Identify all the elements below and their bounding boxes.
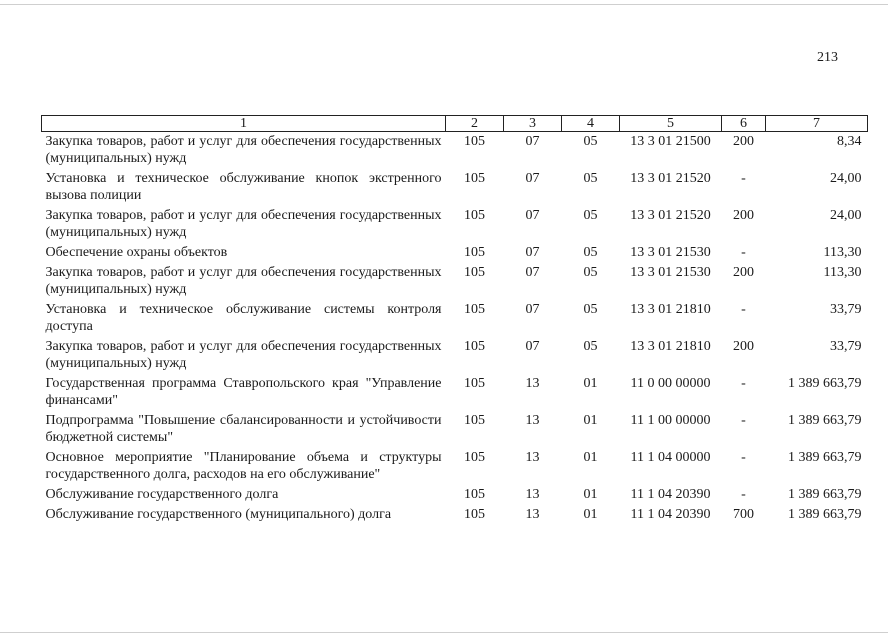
row-name: Обслуживание государственного долга bbox=[45, 487, 279, 502]
row-col-7: 113,30 bbox=[823, 245, 862, 260]
row-col-5: 13 3 01 21810 bbox=[630, 339, 711, 354]
scan-edge-bottom bbox=[0, 632, 888, 633]
row-col-6: - bbox=[741, 487, 746, 502]
row-col-3: 13 bbox=[525, 376, 540, 391]
row-col-2: 105 bbox=[464, 450, 485, 465]
row-col-4: 05 bbox=[583, 171, 598, 186]
row-col-2: 105 bbox=[464, 265, 485, 280]
row-col-6: - bbox=[741, 302, 746, 317]
row-name: Основное мероприятие "Планирование объема и структуры государственного долга, расходов на его обслуживание" bbox=[45, 450, 442, 482]
row-col-2: 105 bbox=[464, 302, 485, 317]
row-col-4: 01 bbox=[583, 376, 598, 391]
row-col-6: - bbox=[741, 376, 746, 391]
row-name: Закупка товаров, работ и услуг для обеспечения государственных (муниципальных) нужд bbox=[45, 265, 442, 297]
row-col-2: 105 bbox=[464, 208, 485, 223]
row-col-4: 05 bbox=[583, 302, 598, 317]
header-col-6: 6 bbox=[722, 116, 766, 132]
row-col-3: 07 bbox=[525, 245, 540, 260]
table-row bbox=[42, 411, 868, 448]
table-row bbox=[42, 485, 868, 505]
header-col-7: 7 bbox=[766, 116, 868, 132]
row-col-5: 11 1 04 00000 bbox=[630, 450, 711, 465]
row-col-3: 07 bbox=[525, 134, 540, 149]
row-col-7: 1 389 663,79 bbox=[788, 487, 862, 502]
row-col-7: 1 389 663,79 bbox=[788, 376, 862, 391]
row-col-4: 01 bbox=[583, 413, 598, 428]
row-col-5: 11 0 00 00000 bbox=[630, 376, 711, 391]
row-col-2: 105 bbox=[464, 339, 485, 354]
table-row bbox=[42, 337, 868, 374]
row-col-6: 200 bbox=[733, 134, 754, 149]
row-name: Установка и техническое обслуживание системы контроля доступа bbox=[45, 302, 442, 334]
row-name: Подпрограмма "Повышение сбалансированности и устойчивости бюджетной системы" bbox=[45, 413, 442, 445]
row-col-7: 24,00 bbox=[830, 208, 862, 223]
row-col-4: 05 bbox=[583, 208, 598, 223]
row-col-7: 33,79 bbox=[830, 339, 862, 354]
row-col-4: 05 bbox=[583, 265, 598, 280]
table-row bbox=[42, 448, 868, 485]
table-row bbox=[42, 374, 868, 411]
row-col-6: - bbox=[741, 413, 746, 428]
row-col-7: 113,30 bbox=[823, 265, 862, 280]
row-col-7: 1 389 663,79 bbox=[788, 507, 862, 522]
row-col-4: 01 bbox=[583, 450, 598, 465]
table-body bbox=[42, 132, 868, 526]
header-col-4: 4 bbox=[562, 116, 620, 132]
row-col-5: 13 3 01 21810 bbox=[630, 302, 711, 317]
row-col-5: 13 3 01 21530 bbox=[630, 265, 711, 280]
row-col-2: 105 bbox=[464, 376, 485, 391]
row-col-4: 05 bbox=[583, 339, 598, 354]
row-col-3: 07 bbox=[525, 171, 540, 186]
row-col-7: 1 389 663,79 bbox=[788, 450, 862, 465]
header-col-1: 1 bbox=[42, 116, 446, 132]
row-col-5: 11 1 00 00000 bbox=[630, 413, 711, 428]
budget-table bbox=[41, 115, 868, 525]
row-col-6: - bbox=[741, 171, 746, 186]
header-row bbox=[42, 116, 868, 132]
row-col-4: 01 bbox=[583, 507, 598, 522]
header-col-2: 2 bbox=[446, 116, 504, 132]
row-name: Закупка товаров, работ и услуг для обеспечения государственных (муниципальных) нужд bbox=[45, 208, 442, 240]
table-row bbox=[42, 169, 868, 206]
row-col-7: 1 389 663,79 bbox=[788, 413, 862, 428]
row-col-6: - bbox=[741, 450, 746, 465]
row-col-5: 11 1 04 20390 bbox=[630, 487, 711, 502]
header-col-5: 5 bbox=[620, 116, 722, 132]
row-name: Государственная программа Ставропольского края "Управление финансами" bbox=[45, 376, 442, 408]
row-col-2: 105 bbox=[464, 487, 485, 502]
row-name: Закупка товаров, работ и услуг для обеспечения государственных (муниципальных) нужд bbox=[45, 134, 442, 166]
row-col-6: 200 bbox=[733, 265, 754, 280]
row-col-2: 105 bbox=[464, 171, 485, 186]
page-number: 213 bbox=[817, 50, 838, 65]
row-col-2: 105 bbox=[464, 134, 485, 149]
scan-edge-top bbox=[0, 4, 888, 5]
row-col-4: 05 bbox=[583, 245, 598, 260]
row-name: Установка и техническое обслуживание кнопок экстренного вызова полиции bbox=[45, 171, 442, 203]
table-row bbox=[42, 263, 868, 300]
header-col-3: 3 bbox=[504, 116, 562, 132]
table-row bbox=[42, 300, 868, 337]
row-col-4: 01 bbox=[583, 487, 598, 502]
table-row bbox=[42, 243, 868, 263]
row-col-5: 13 3 01 21500 bbox=[630, 134, 711, 149]
row-col-6: 700 bbox=[733, 507, 754, 522]
row-col-7: 8,34 bbox=[837, 134, 862, 149]
row-name: Закупка товаров, работ и услуг для обеспечения государственных (муниципальных) нужд bbox=[45, 339, 442, 371]
row-col-6: 200 bbox=[733, 339, 754, 354]
table-header bbox=[42, 116, 868, 132]
row-col-6: 200 bbox=[733, 208, 754, 223]
row-col-2: 105 bbox=[464, 413, 485, 428]
row-name: Обеспечение охраны объектов bbox=[45, 245, 228, 260]
row-col-3: 07 bbox=[525, 208, 540, 223]
row-col-3: 07 bbox=[525, 302, 540, 317]
row-col-4: 05 bbox=[583, 134, 598, 149]
row-col-3: 13 bbox=[525, 507, 540, 522]
row-col-5: 13 3 01 21530 bbox=[630, 245, 711, 260]
row-col-6: - bbox=[741, 245, 746, 260]
row-col-3: 13 bbox=[525, 487, 540, 502]
row-col-3: 07 bbox=[525, 265, 540, 280]
row-col-7: 33,79 bbox=[830, 302, 862, 317]
row-col-5: 11 1 04 20390 bbox=[630, 507, 711, 522]
table-row bbox=[42, 505, 868, 525]
row-col-2: 105 bbox=[464, 507, 485, 522]
row-col-3: 13 bbox=[525, 450, 540, 465]
row-name: Обслуживание государственного (муниципального) долга bbox=[45, 507, 392, 522]
row-col-5: 13 3 01 21520 bbox=[630, 208, 711, 223]
row-col-2: 105 bbox=[464, 245, 485, 260]
row-col-3: 13 bbox=[525, 413, 540, 428]
row-col-5: 13 3 01 21520 bbox=[630, 171, 711, 186]
row-col-3: 07 bbox=[525, 339, 540, 354]
table-row bbox=[42, 132, 868, 170]
table-row bbox=[42, 206, 868, 243]
row-col-7: 24,00 bbox=[830, 171, 862, 186]
